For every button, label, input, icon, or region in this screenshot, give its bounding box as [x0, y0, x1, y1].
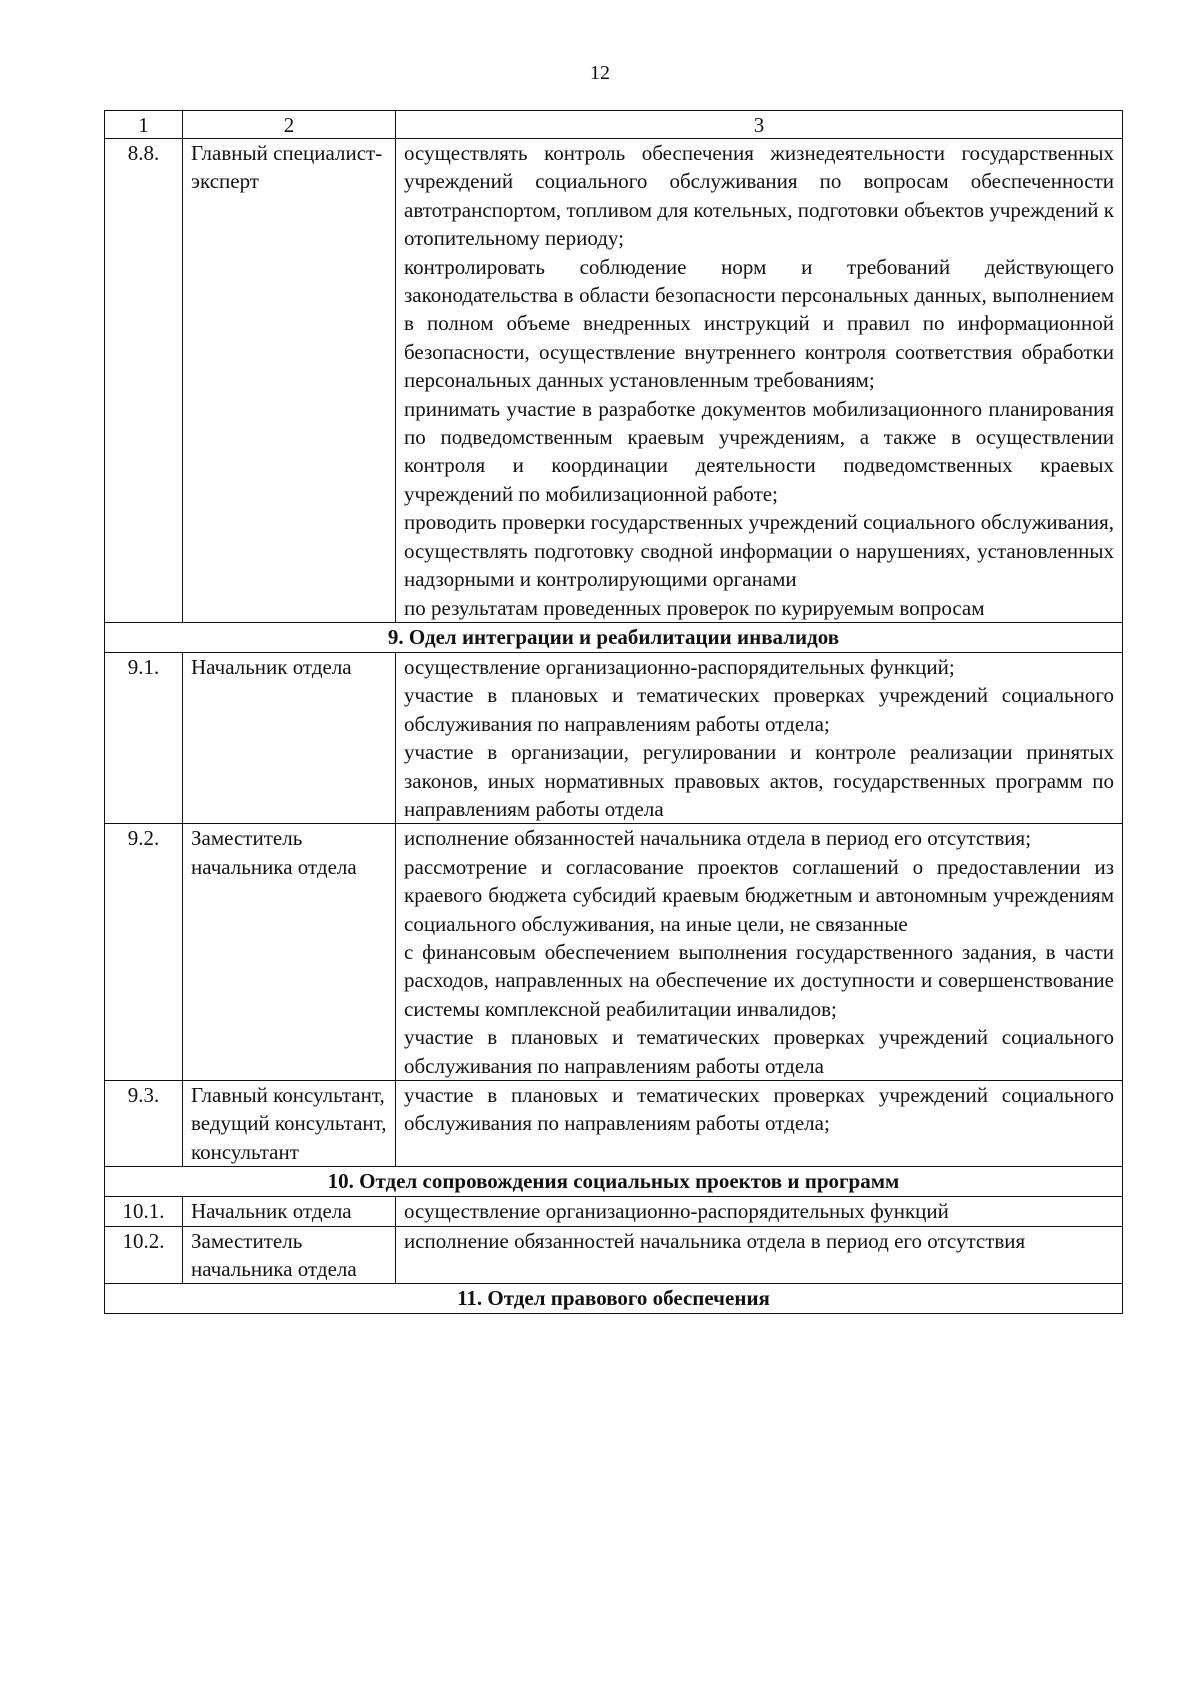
position-title: Главный консультант, ведущий консультант, консультант: [183, 1081, 396, 1167]
position-title: Главный специалист-эксперт: [183, 139, 396, 623]
duty-item: рассмотрение и согласование проектов соглашений о предоставлении из краевого бюджета субсидий краевым бюджетным и автономным учреждениям социального обслуживания, на иные цели, не связанные: [404, 854, 1114, 936]
position-title: Начальник отдела: [183, 1197, 396, 1226]
duties-cell: [396, 1081, 1123, 1167]
column-header-1: 1: [105, 111, 183, 139]
duties-cell: [396, 1197, 1123, 1226]
section-title: 11. Отдел правового обеспечения: [105, 1284, 1123, 1314]
row-number: 8.8.: [105, 139, 183, 623]
duty-item: осуществление организационно-распорядительных функций;: [404, 654, 955, 679]
duties-cell: [396, 139, 1123, 623]
section-title: 9. Одел интеграции и реабилитации инвалидов: [105, 622, 1123, 652]
duty-item: осуществление организационно-распорядительных функций: [404, 1199, 949, 1224]
duties-table: [104, 110, 1123, 1314]
section-header-row: [105, 1167, 1123, 1197]
row-number: 9.3.: [105, 1081, 183, 1167]
duty-item: исполнение обязанностей начальника отдела в период его отсутствия;: [404, 826, 1032, 851]
duty-item: проводить проверки государственных учреждений социального обслуживания, осуществлять подготовку сводной информации о нарушениях, установленных надзорными и контролирующими органами: [404, 510, 1114, 592]
row-number: 9.1.: [105, 652, 183, 823]
duty-item: участие в плановых и тематических проверках учреждений социального обслуживания по направлениям работы отдела;: [404, 1083, 1114, 1136]
page-number: 12: [590, 62, 610, 84]
table-body: [105, 111, 1123, 1314]
section-header-row: [105, 1284, 1123, 1314]
table-row: [105, 1226, 1123, 1284]
row-number: 9.2.: [105, 824, 183, 1081]
position-title: Начальник отдела: [183, 652, 396, 823]
duty-item: участие в плановых и тематических проверках учреждений социального обслуживания по направлениям работы отдела;: [404, 683, 1114, 736]
duty-item: по результатам проведенных проверок по курируемым вопросам: [404, 595, 985, 620]
table-row: [105, 1197, 1123, 1226]
column-header-3: 3: [396, 111, 1123, 139]
table-row: [105, 139, 1123, 623]
table-header-row: [105, 111, 1123, 139]
section-header-row: [105, 622, 1123, 652]
row-number: 10.1.: [105, 1197, 183, 1226]
section-title: 10. Отдел сопровождения социальных проектов и программ: [105, 1167, 1123, 1197]
column-header-2: 2: [183, 111, 396, 139]
duty-item: участие в организации, регулировании и контроле реализации принятых законов, иных нормативных правовых актов, государственных программ по направлениям работы отдела: [404, 740, 1114, 821]
duty-item: осуществлять контроль обеспечения жизнедеятельности государственных учреждений социального обслуживания по вопросам обеспеченности автотранспортом, топливом для котельных, подготовки объектов учреждений к отопительному периоду;: [404, 141, 1114, 251]
duties-cell: [396, 824, 1123, 1081]
position-title: Заместитель начальника отдела: [183, 824, 396, 1081]
position-title: Заместитель начальника отдела: [183, 1226, 396, 1284]
duty-item: участие в плановых и тематических проверках учреждений социального обслуживания по направлениям работы отдела: [404, 1025, 1114, 1078]
row-number: 10.2.: [105, 1226, 183, 1284]
duty-item: с финансовым обеспечением выполнения государственного задания, в части расходов, направленных на обеспечение их доступности и совершенствование системы комплексной реабилитации инвалидов;: [404, 939, 1114, 1021]
table-row: [105, 824, 1123, 1081]
duty-item: исполнение обязанностей начальника отдела в период его отсутствия: [404, 1228, 1026, 1253]
duties-cell: [396, 652, 1123, 823]
table-row: [105, 652, 1123, 823]
table-row: [105, 1081, 1123, 1167]
duties-cell: [396, 1226, 1123, 1284]
duty-item: принимать участие в разработке документов мобилизационного планирования по подведомственным краевым учреждениям, а также в осуществлении контроля и координации деятельности подведомственных краевых учреждений по мобилизационной работе;: [404, 396, 1114, 506]
duty-item: контролировать соблюдение норм и требований действующего законодательства в области безопасности персональных данных, выполнением в полном объеме внедренных инструкций и правил по информационной безопасности, осуществление внутреннего контроля соответствия обработки персональных данных установленным требованиям;: [404, 254, 1114, 393]
